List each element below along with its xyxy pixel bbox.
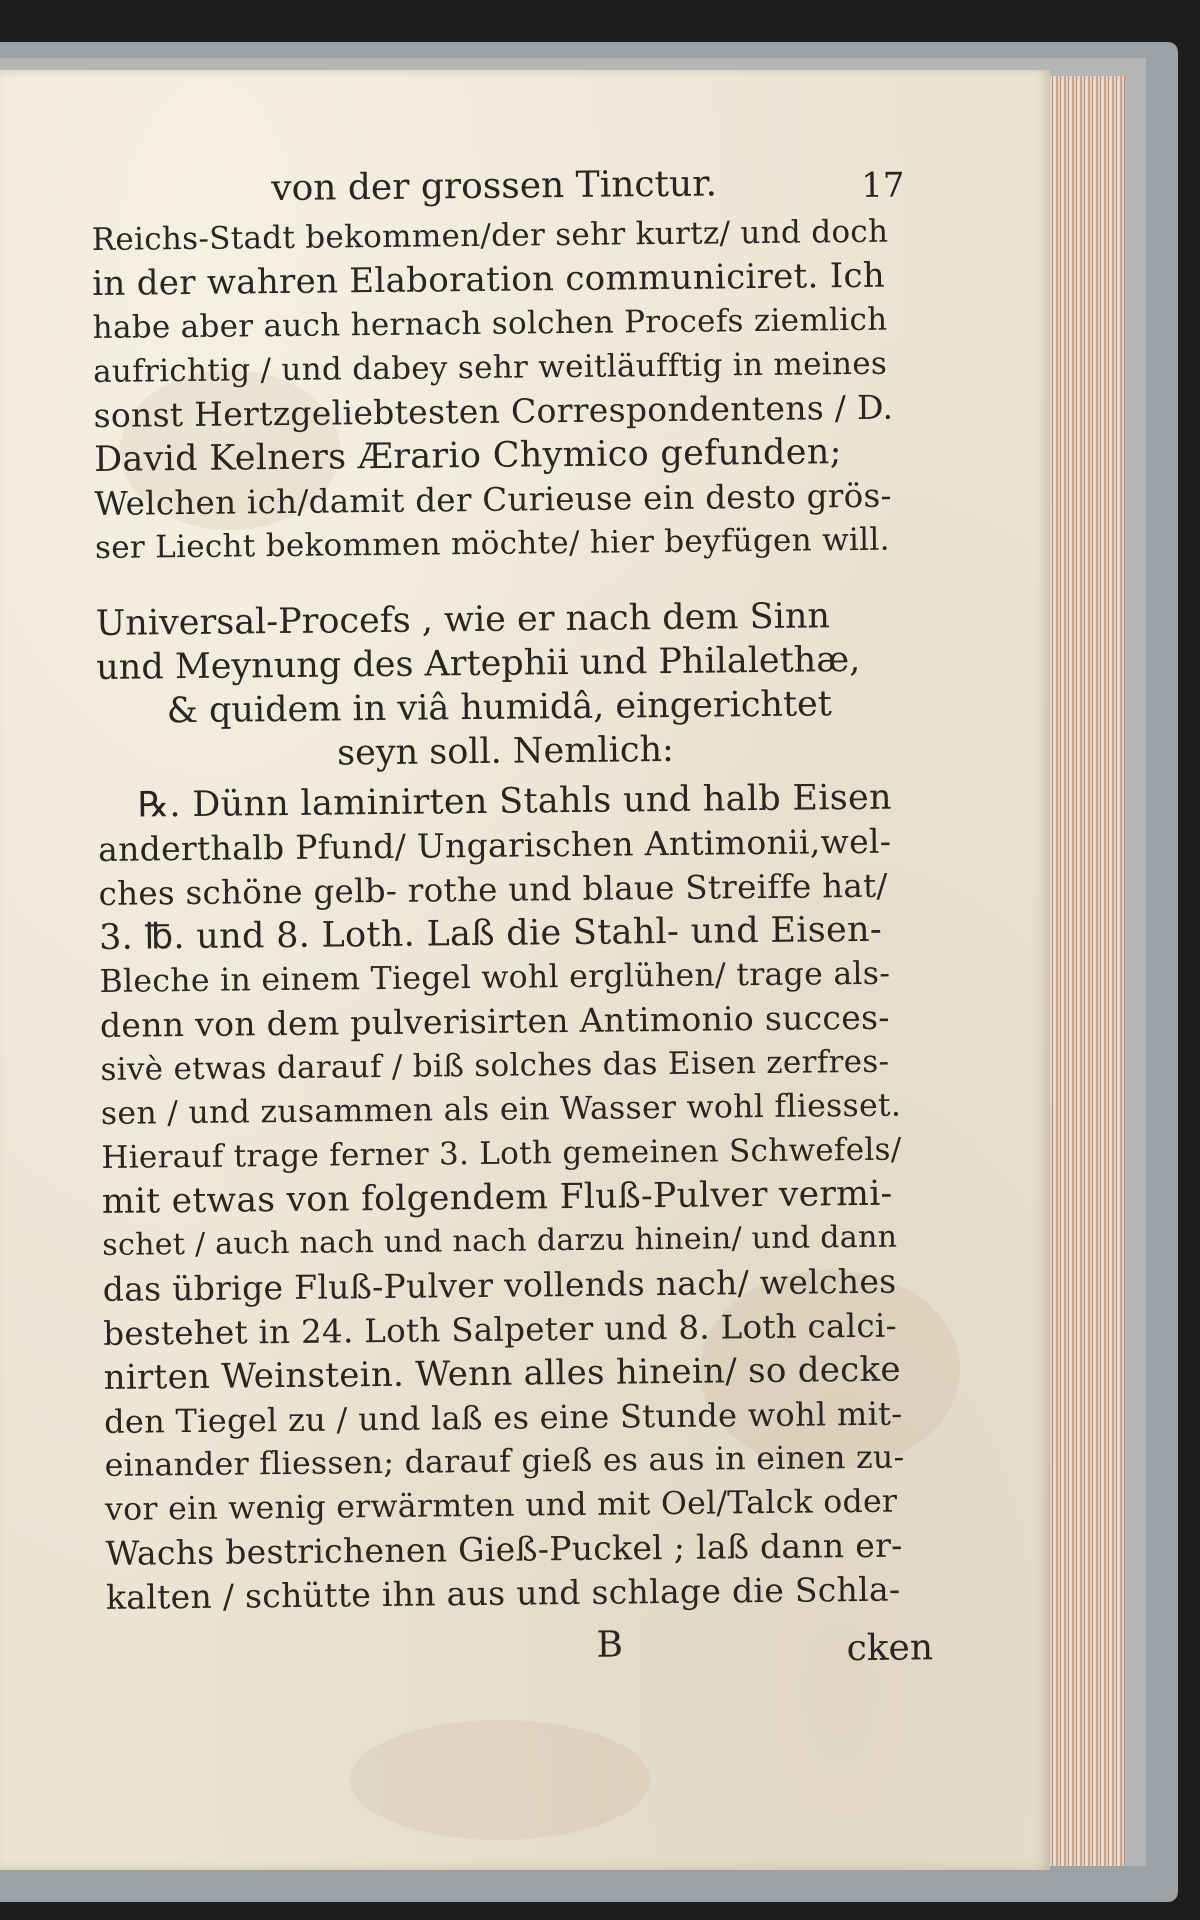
text-line: das übrige Fluß-Pulver vollends nach/ welches <box>102 1261 897 1309</box>
running-head: von der grossen Tinctur. <box>271 163 718 210</box>
heading-line: seyn soll. Nemlich: <box>336 729 675 774</box>
text-line: David Kelners Ærario Chymico gefunden; <box>93 432 842 480</box>
text-line: Welchen ich/damit der Curieuse ein desto grös- <box>94 476 892 523</box>
text-line: bestehet in 24. Loth Salpeter und 8. Loth calci- <box>103 1306 898 1353</box>
text-line: habe aber auch hernach solchen Procefs ziemlich <box>92 301 888 346</box>
text-line: sivè etwas darauf / biß solches das Eisen zerfres- <box>100 1043 890 1088</box>
text-line: vor ein wenig erwärmten und mit Oel/Talck oder <box>104 1483 898 1528</box>
catchword: cken <box>846 1627 934 1670</box>
text-line: aufrichtig / und dabey sehr weitläufftig in meines <box>92 345 888 390</box>
text-line: 3. ℔. und 8. Loth. Laß die Stahl- und Eisen- <box>98 909 883 958</box>
signature-mark: B <box>596 1624 624 1666</box>
text-line: ser Liecht bekommen möchte/ hier beyfügen will. <box>94 521 890 566</box>
page-number: 17 <box>861 165 905 206</box>
text-line: Hierauf trage ferner 3. Loth gemeinen Schwefels/ <box>101 1131 902 1176</box>
text-line: Reichs-Stadt bekommen/der sehr kurtz/ und doch <box>91 213 889 258</box>
text-line: nirten Weinstein. Wenn alles hinein/ so decke <box>103 1349 902 1398</box>
text-line: in der wahren Elaboration communiciret. Ich <box>92 255 886 304</box>
page-edges <box>1040 76 1125 1866</box>
text-line: sonst Hertzgeliebtesten Correspondentens / D. <box>93 387 894 435</box>
text-line: Bleche in einem Tiegel wohl erglühen/ trage als- <box>99 955 891 1000</box>
paper-stain <box>350 1720 650 1840</box>
text-line: schet / auch nach und nach darzu hinein/ und dann <box>102 1219 898 1263</box>
text-line: anderthalb Pfund/ Ungarischen Antimonii,wel- <box>97 821 892 869</box>
text-line: den Tiegel zu / und laß es eine Stunde wohl mit- <box>103 1394 903 1441</box>
text-line: sen / und zusammen als ein Wasser wohl fliesset. <box>100 1087 902 1132</box>
heading-line: & quidem in viâ humidâ, eingerichtet <box>166 684 833 732</box>
book-page <box>0 70 1050 1870</box>
text-line: einander fliessen; darauf gieß es aus in einen zu- <box>104 1439 905 1484</box>
text-line: denn von dem pulverisirten Antimonio succes- <box>99 997 890 1045</box>
text-line: kalten / schütte ihn aus und schlage die Schla- <box>105 1569 901 1617</box>
heading-line: Universal-Procefs , wie er nach dem Sinn <box>95 596 831 644</box>
text-line: ℞. Dünn laminirten Stahls und halb Eisen <box>137 777 893 826</box>
text-line: ches schöne gelb- rothe und blaue Streiffe hat/ <box>98 866 888 913</box>
text-line: mit etwas von folgendem Fluß-Pulver vermi- <box>101 1173 893 1222</box>
heading-line: und Meynung des Artephii und Philalethæ, <box>96 639 861 688</box>
text-line: Wachs bestrichenen Gieß-Puckel ; laß dann er- <box>105 1525 903 1573</box>
